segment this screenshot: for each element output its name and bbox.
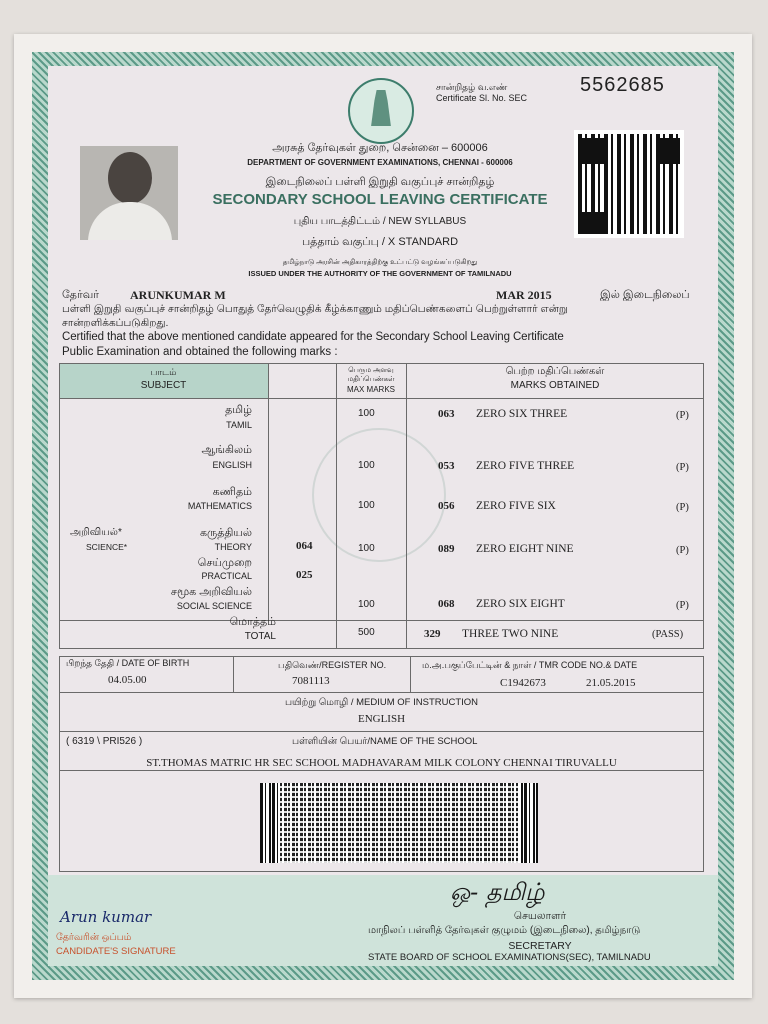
candidate-name: ARUNKUMAR M [130, 288, 226, 302]
subject-ta: கருத்தியல் [200, 527, 252, 539]
marks-obtained: 056 [438, 500, 455, 512]
marks-obtained: 068 [438, 598, 455, 610]
subject-header-en: SUBJECT [140, 380, 187, 391]
candidate-signature: Arun kumar [60, 908, 152, 926]
board-ta: மாநிலப் பள்ளித் தேர்வுகள் குழுமம் (இடைநிலை), தமிழ்நாடு [368, 925, 641, 936]
science-ta: அறிவியல்* [70, 527, 122, 538]
marks-in-words: ZERO EIGHT NINE [476, 543, 574, 555]
serial-label-ta: சான்றிதழ் வ.எண் [436, 82, 508, 92]
title-ta: இடைநிலைப் பள்ளி இறுதி வகுப்புச் சான்றிதழ் [265, 176, 495, 188]
total-result: (PASS) [652, 629, 684, 640]
certified-line1: Certified that the above mentioned candidate appeared for the Secondary School Leaving Certificate [62, 331, 564, 343]
candidate-sig-label-ta: தேர்வரின் ஒப்பம் [56, 932, 132, 943]
secretary-ta: செயலாளர் [513, 910, 567, 922]
result: (P) [676, 410, 689, 421]
tmr-date: 21.05.2015 [586, 677, 636, 689]
marks-obtained: 053 [438, 460, 455, 472]
subject-ta: தமிழ் [225, 404, 252, 416]
marks-in-words: ZERO FIVE SIX [476, 500, 556, 512]
secretary-en: SECRETARY [508, 940, 572, 952]
marks-in-words: ZERO FIVE THREE [476, 460, 575, 472]
subject-ta: ஆங்கிலம் [201, 444, 252, 456]
total-max: 500 [358, 627, 375, 638]
medium-label: பயிற்று மொழி / MEDIUM OF INSTRUCTION [284, 697, 479, 708]
certificate-title: SECONDARY SCHOOL LEAVING CERTIFICATE [212, 191, 548, 208]
tmr-label: ம.அ.பகுப்பேட்டின் & நாள் / TMR CODE NO.& DATE [422, 660, 638, 670]
max-marks: 100 [358, 543, 375, 554]
tmr-code: C1942673 [500, 677, 546, 689]
subject-en: TAMIL [226, 420, 252, 430]
subject-en: PRACTICAL [201, 571, 252, 581]
total-in-words: THREE TWO NINE [462, 628, 559, 640]
subject-en: ENGLISH [212, 460, 252, 470]
subject-en: MATHEMATICS [187, 501, 252, 511]
medium-of-instruction: ENGLISH [357, 713, 406, 725]
exam-month: MAR 2015 [496, 288, 552, 302]
total-marks: 329 [424, 628, 441, 640]
barcode [260, 783, 538, 863]
date-of-birth: 04.05.00 [108, 674, 147, 686]
obtained-header-ta: பெற்ற மதிப்பெண்கள் [505, 366, 605, 377]
candidate-line3: சான்றளிக்கப்படுகிறது. [62, 317, 169, 329]
subject-header-ta: பாடம் [150, 367, 177, 377]
subject-ta: சமூக அறிவியல் [170, 586, 252, 598]
authority-ta: தமிழ்நாடு அரசின் அதிகாரத்திற்கு உட்பட்டு வழங்கப்படுகிறது [282, 259, 478, 266]
authority-en: ISSUED UNDER THE AUTHORITY OF THE GOVERNMENT OF TAMILNADU [248, 269, 512, 278]
candidate-photo [80, 146, 178, 240]
board-en: STATE BOARD OF SCHOOL EXAMINATIONS(SEC), TAMILNADU [368, 952, 651, 963]
marks-table [59, 363, 704, 649]
secretary-signature: ஒ- தமிழ் [450, 878, 545, 906]
register-number: 7081113 [292, 675, 330, 687]
marks-in-words: ZERO SIX THREE [476, 408, 568, 420]
max-marks: 100 [358, 599, 375, 610]
dob-label: பிறந்த தேதி / DATE OF BIRTH [66, 658, 190, 668]
qr-code [574, 130, 684, 238]
marks-obtained: 063 [438, 408, 455, 420]
subject-en: SOCIAL SCIENCE [176, 601, 252, 611]
tamilnadu-emblem-icon [348, 78, 414, 144]
register-label: பதிவெண்/REGISTER NO. [278, 660, 387, 670]
max-header-ta2: மதிப்பெண்கள் [347, 376, 395, 383]
candidate-line2: பள்ளி இறுதி வகுப்புச் சான்றிதழ் பொதுத் தேர்வெழுதிக் கீழ்க்காணும் மதிப்பெண்களைப் பெற்றுள்ளார் என்று [62, 303, 568, 315]
school-label: பள்ளியின் பெயர்/NAME OF THE SCHOOL [292, 736, 478, 747]
school-name: ST.THOMAS MATRIC HR SEC SCHOOL MADHAVARAM MILK COLONY CHENNAI TIRUVALLU [146, 757, 617, 769]
syllabus: புதிய பாடத்திட்டம் / NEW SYLLABUS [293, 216, 467, 227]
result: (P) [676, 502, 689, 513]
marks-obtained: 089 [438, 543, 455, 555]
total-en: TOTAL [244, 631, 276, 642]
sub-marks: 064 [296, 540, 313, 552]
max-marks: 100 [358, 408, 375, 419]
total-ta: மொத்தம் [229, 616, 276, 628]
max-header-en: MAX MARKS [346, 385, 395, 394]
standard: பத்தாம் வகுப்பு / X STANDARD [301, 236, 459, 248]
serial-label-en: Certificate Sl. No. SEC [436, 93, 528, 103]
dept-en: DEPARTMENT OF GOVERNMENT EXAMINATIONS, CHENNAI - 600006 [247, 158, 513, 167]
obtained-header-en: MARKS OBTAINED [510, 380, 600, 391]
candidate-prefix: தேர்வர் [62, 289, 99, 301]
subject-ta: கணிதம் [212, 486, 252, 498]
science-en: SCIENCE* [86, 542, 128, 552]
max-marks: 100 [358, 460, 375, 471]
dept-ta: அரசுத் தேர்வுகள் துறை, சென்னை – 600006 [272, 142, 488, 154]
sub-marks: 025 [296, 569, 313, 581]
max-header-ta1: பெரும அளவு [348, 367, 394, 374]
max-marks: 100 [358, 500, 375, 511]
candidate-suffix: இல் இடைநிலைப் [600, 289, 690, 301]
candidate-sig-label-en: CANDIDATE'S SIGNATURE [56, 946, 176, 957]
result: (P) [676, 600, 689, 611]
marks-in-words: ZERO SIX EIGHT [476, 598, 565, 610]
subject-en: THEORY [214, 542, 252, 552]
serial-number: 5562685 [580, 74, 665, 96]
school-code: ( 6319 \ PRI526 ) [66, 736, 143, 747]
subject-ta: செய்முறை [197, 557, 252, 569]
result: (P) [676, 545, 689, 556]
result: (P) [676, 462, 689, 473]
certified-line2: Public Examination and obtained the following marks : [62, 346, 338, 358]
